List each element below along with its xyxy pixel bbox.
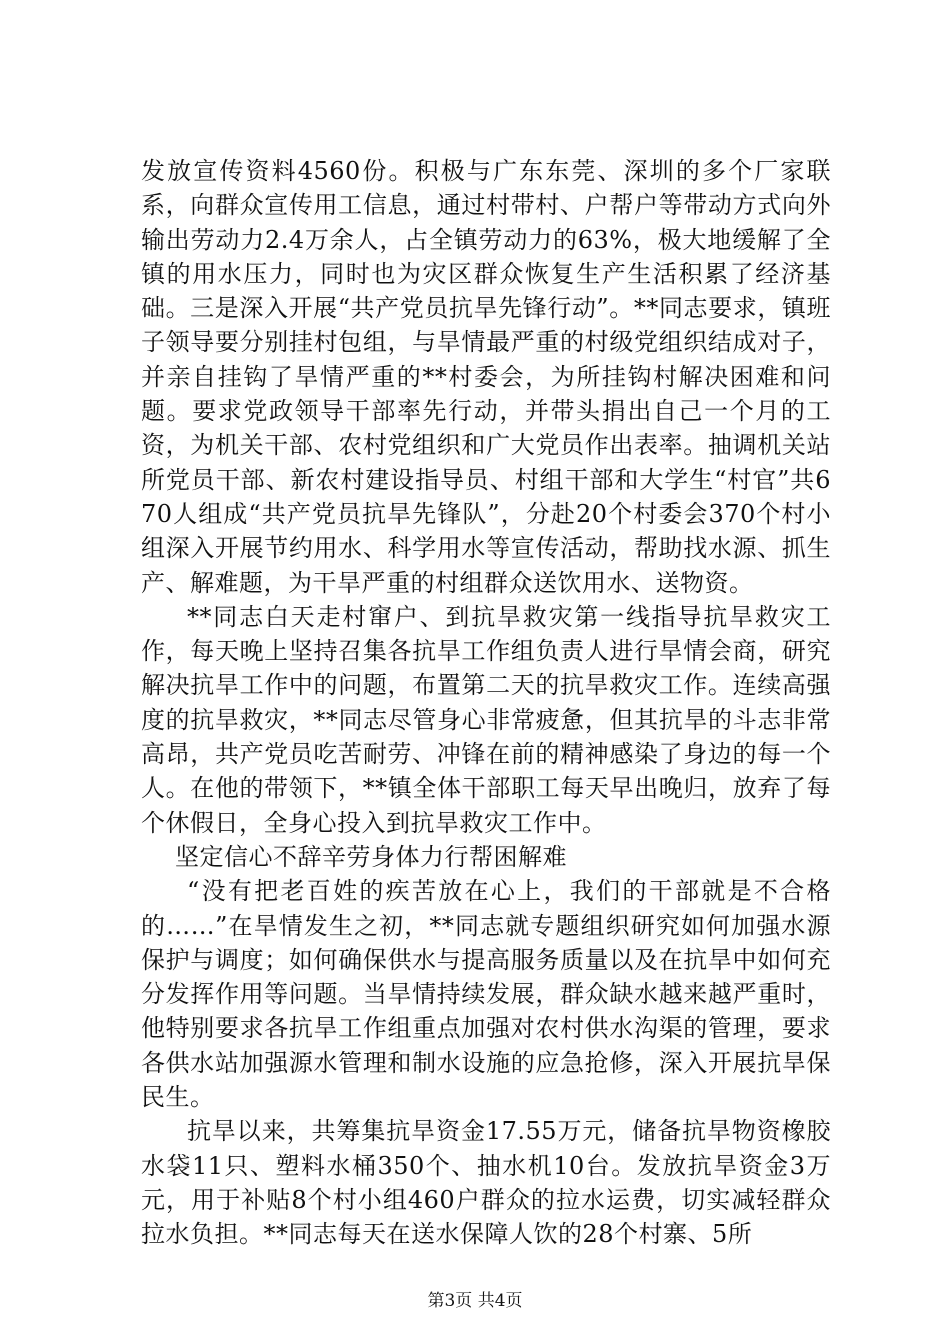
page-footer: 第3页 共4页 bbox=[427, 1291, 523, 1311]
paragraph-propaganda-labor: 发放宣传资料4560份。积极与广东东莞、深圳的多个厂家联系，向群众宣传用工信息，通过村带村、户帮户等带动方式向外输出劳动力2.4万余人，占全镇劳动力的63%，极大地缓解了全镇的用水压力，同时也为灾区群众恢复生产生活积累了经济基础。三是深入开展“共产党员抗旱先锋行动”。**同志要求，镇班子领导要分别挂村包组，与旱情最严重的村级党组织结成对子，并亲自挂钩了旱情严重的**村委会，为所挂钩村解决困难和问题。要求党政领导干部率先行动，并带头捐出自己一个月的工资，为机关干部、农村党组织和广大党员作出表率。抽调机关站所党员干部、新农村建设指导员、村组干部和大学生“村官”共670人组成“共产党员抗旱先锋队”，分赴20个村委会370个村小组深入开展节约用水、科学用水等宣传活动，帮助找水源、抓生产、解难题，为干旱严重的村组群众送饮用水、送物资。 bbox=[141, 157, 831, 597]
paragraph-water-protection: “没有把老百姓的疾苦放在心上，我们的干部就是不合格的……”在旱情发生之初，**同志就专题组织研究如何加强水源保护与调度；如何确保供水与提高服务质量以及在抗旱中如何充分发挥作用等问题。当旱情持续发展，群众缺水越来越严重时，他特别要求各抗旱工作组重点加强对农村供水沟渠的管理，要求各供水站加强源水管理和制水设施的应急抢修，深入开展抗旱保民生。 bbox=[141, 877, 831, 1112]
paragraph-drought-funds: 抗旱以来，共筹集抗旱资金17.55万元，储备抗旱物资橡胶水袋11只、塑料水桶350个、抽水机10台。发放抗旱资金3万元，用于补贴8个村小组460户群众的拉水运费，切实减轻群众拉水负担。**同志每天在送水保障人饮的28个村寨、5所 bbox=[141, 1117, 831, 1249]
paragraph-village-visits: **同志白天走村窜户、到抗旱救灾第一线指导抗旱救灾工作，每天晚上坚持召集各抗旱工作组负责人进行旱情会商，研究解决抗旱工作中的问题，布置第二天的抗旱救灾工作。连续高强度的抗旱救灾，**同志尽管身心非常疲惫，但其抗旱的斗志非常高昂，共产党员吃苦耐劳、冲锋在前的精神感染了身边的每一个人。在他的带领下，**镇全体干部职工每天早出晚归，放弃了每个休假日，全身心投入到抗旱救灾工作中。 bbox=[141, 602, 831, 837]
document-body bbox=[141, 154, 831, 1252]
section-heading: 坚定信心不辞辛劳身体力行帮困解难 bbox=[175, 842, 567, 871]
